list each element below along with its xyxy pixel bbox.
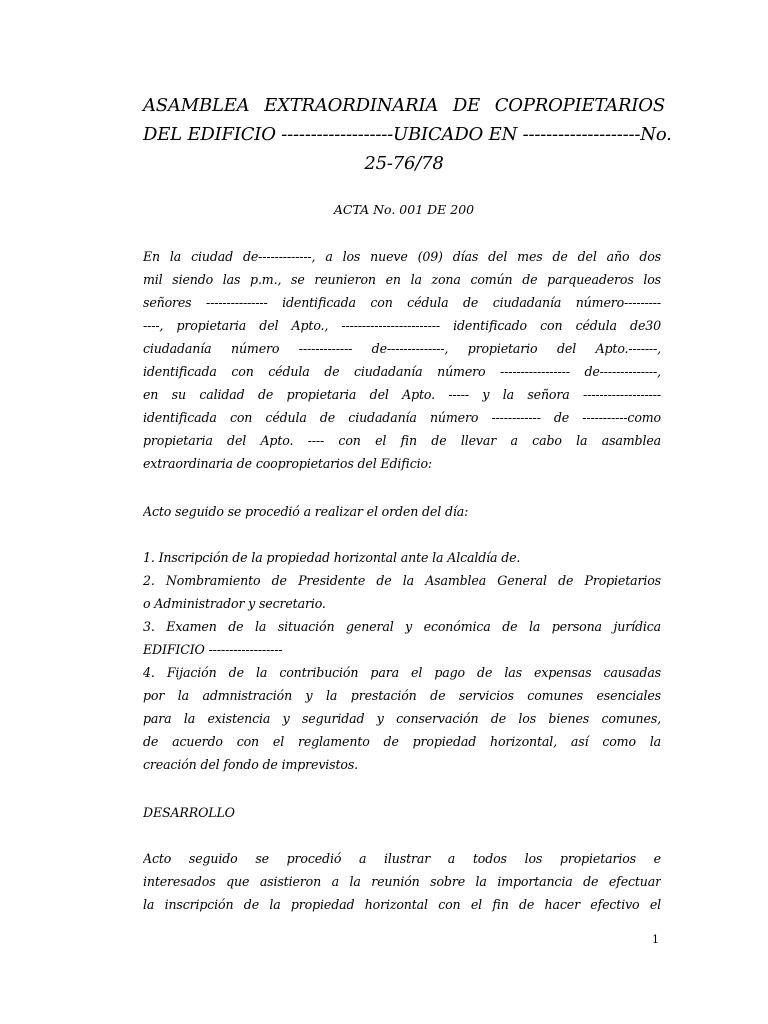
development-line: la inscripción de la propiedad horizontal con el fin de hacer efectivo el (143, 897, 661, 912)
intro-line: mil siendo las p.m., se reunieron en la zona común de parqueaderos los (143, 272, 661, 287)
intro-line: ----, propietaria del Apto., ------------------------ identificado con cédula de30 (143, 318, 661, 333)
intro-line: señores --------------- identificada con cédula de ciudadanía número--------- (143, 295, 661, 310)
agenda-line: para la existencia y seguridad y conservación de los bienes comunes, (143, 711, 661, 726)
agenda-line: 1. Inscripción de la propiedad horizontal ante la Alcaldía de. (143, 550, 521, 565)
acta-number: ACTA No. 001 DE 200 (333, 202, 475, 217)
title-line-3: 25-76/78 (364, 153, 444, 174)
intro-line: En la ciudad de-------------, a los nueve (09) días del mes de del año dos (143, 249, 661, 264)
agenda-list (143, 546, 661, 776)
intro-paragraph (143, 245, 661, 475)
agenda-line: o Administrador y secretario. (143, 596, 326, 611)
page-number: 1 (652, 933, 659, 946)
agenda-line: 2. Nombramiento de Presidente de la Asamblea General de Propietarios (143, 573, 661, 588)
title-line-2: DEL EDIFICIO -------------------UBICADO EN --------------------No. (143, 124, 672, 145)
development-line: Acto seguido se procedió a ilustrar a todos los propietarios e (143, 851, 661, 866)
intro-line: identificada con cédula de ciudadanía número ------------ de -----------como (143, 410, 661, 425)
section-heading-block (143, 801, 661, 824)
agenda-line: 4. Fijación de la contribución para el pago de las expensas causadas (143, 665, 661, 680)
agenda-line: EDIFICIO ------------------ (143, 642, 283, 657)
agenda-line: creación del fondo de imprevistos. (143, 757, 358, 772)
intro-line: ciudadanía número ------------- de--------------, propietario del Apto.-------, (143, 341, 661, 356)
intro-line: propietaria del Apto. ---- con el fin de llevar a cabo la asamblea (143, 433, 661, 448)
document-title (143, 91, 672, 178)
agenda-line: de acuerdo con el reglamento de propiedad horizontal, así como la (143, 734, 661, 749)
agenda-intro: Acto seguido se procedió a realizar el orden del día: (143, 504, 469, 519)
intro-line: en su calidad de propietaria del Apto. ----- y la señora ------------------- (143, 387, 661, 402)
development-paragraph (143, 847, 661, 916)
section-heading: DESARROLLO (143, 805, 235, 820)
agenda-line: 3. Examen de la situación general y económica de la persona jurídica (143, 619, 661, 634)
agenda-line: por la admnistración y la prestación de servicios comunes esenciales (143, 688, 661, 703)
intro-line: extraordinaria de coopropietarios del Edificio: (143, 456, 432, 471)
intro-line: identificada con cédula de ciudadanía número ----------------- de--------------, (143, 364, 661, 379)
agenda-intro-paragraph (143, 500, 661, 523)
development-line: interesados que asistieron a la reunión sobre la importancia de efectuar (143, 874, 661, 889)
title-line-1: ASAMBLEA EXTRAORDINARIA DE COPROPIETARIOS (143, 95, 665, 116)
